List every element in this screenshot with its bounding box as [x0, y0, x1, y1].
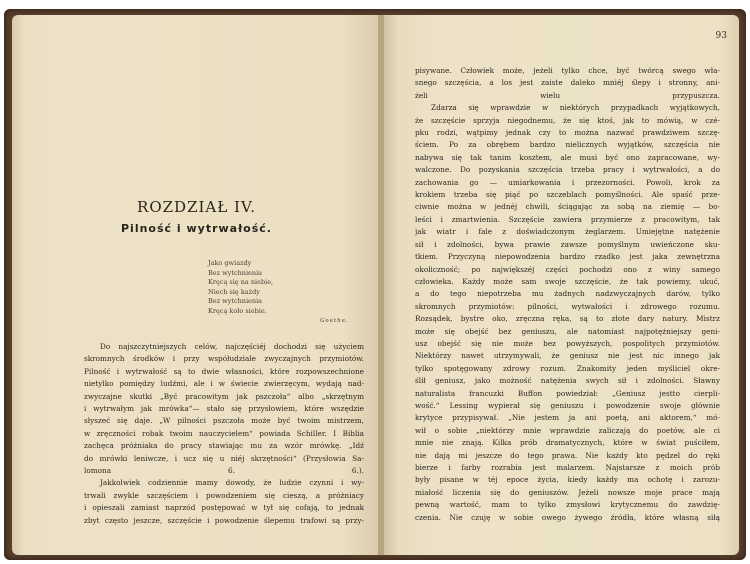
text-line: że szczęście sprzyja niegodnemu, że się ktoś, jak to mówią, w czé- — [415, 115, 720, 125]
text-line: Zdarza się wprawdzie w niektórych przypadkach wyjątkowych, — [431, 103, 720, 113]
page-number: 93 — [715, 31, 727, 41]
text-line: wość.“ Lessing wypierał się geniuszu i powodzenie swoje głównie — [415, 400, 720, 410]
right-body-text — [415, 65, 720, 524]
text-line: skromnych środków i przy współudziale zwyczajnych przymiotów. — [84, 354, 364, 364]
epigraph-author: Goethe. — [320, 318, 349, 324]
chapter-title: ROZDZIAŁ IV. — [137, 198, 256, 216]
text-line: snego szczęścia, a los jest zaiste daleko mniéj ślepy i stronny, ani- — [415, 78, 720, 88]
text-line: czenia. Nie czuję w sobie owego żywego źródła, które własną siłą — [415, 512, 720, 522]
text-line: krytyce przypisywał. „Nie jestem ja ani poetą, ani aktorem,“ mó- — [415, 413, 720, 423]
text-line: miałość liczenia się do geniuszów. Jeżeli nowsze moje prace mają — [415, 487, 720, 497]
text-line: może się obejść bez geniuszu, ale natomiast najpotężniejszy geni- — [415, 326, 720, 336]
text-line: ściem. Po za obrębem bardzo nielicznych wyjątków, szczęścia nie — [415, 140, 720, 150]
text-line: pewną wartość, mam to tylko zmysłowi krytycznemu do zawdzię- — [415, 500, 720, 510]
text-line: do mrówki leniwcze, i ucz się u niéj skrzętności“ (Przysłowia Sa- — [84, 453, 364, 463]
text-line: krokiem trzeba się piąć po szczeblach pomyślności. Ale spaść prze- — [415, 190, 720, 200]
text-line: nabywa się tak tanim kosztem, ale musi być ono zapracowane, wy- — [415, 152, 720, 162]
text-line: naturalista francuzki Buffon powiedział: „Geniusz jestto cierpli- — [415, 388, 720, 398]
text-line: zachęca próżniaka do pracy stawiając mu za wzór mrówkę. „Idź — [84, 441, 364, 451]
text-line: tylko spotęgowany zdrowy rozum. Znakomity jeden myśliciel okre- — [415, 363, 720, 373]
epigraph — [208, 259, 273, 317]
text-line: nietylko pomiędzy ludźmi, ale i w świecie zwierzęcym, wydają nad- — [84, 379, 364, 389]
right-page — [381, 15, 739, 555]
epigraph-line: Bez wytchnienia — [208, 268, 263, 277]
text-line: pisywane. Człowiek może, jeżeli tylko chce, być twórcą swego wła- — [415, 66, 720, 75]
text-line: tkiem. Przyczyną niepowodzenia bardzo rzadko jest jaka zewnętrzna — [415, 252, 720, 262]
text-line: jak wiatr i fale z doświadczonym żeglarzem. Umiejętne natężenie — [415, 227, 720, 237]
epigraph-line: Jako gwiazdy — [208, 259, 252, 267]
text-line: leści i zmartwienia. Szczęście zawiera przymierze z pracowitym, tak — [415, 214, 720, 224]
text-line: w zręczności robak twoim nauczycielem“ powiada Schiller. I Biblia — [84, 428, 364, 438]
text-line: pku rodzi, wątpimy jednak czy to można nazwać prawdziwem szczę- — [415, 128, 720, 138]
text-line: Rozsądek, bystre oko, zręczna ręka, są to złote dary natury. Mistrz — [415, 314, 720, 324]
text-line: zachowania go — umiarkowania i przezorności. Powoli, krok za — [415, 177, 720, 187]
text-line: żeli wielu przypuszcza. — [415, 90, 720, 100]
text-line: ciwnie można w jednéj chwili, ściągając za sobą na ziemię — bo- — [415, 202, 720, 212]
chapter-subtitle: Pilność i wytrwałość. — [121, 222, 272, 235]
text-line: Do najszczytniejszych celów, najczęściéj dochodzi się użyciem — [100, 342, 364, 351]
text-line: człowieka. Każdy może sam swoje szczęście, że tak powiemy, ukuć, — [415, 276, 720, 286]
left-page — [12, 15, 381, 555]
text-line: a do tego niepotrzeba mu żadnych nadzwyczajnych darów, tylko — [415, 289, 720, 299]
text-line: i wytrwałym jak mrówka“— stało się przysłowiem, które wszędzie — [84, 404, 364, 414]
text-line: zbyt często jeszcze, szczęście i powodzenie ślepemu trafowi są przy- — [84, 515, 364, 525]
text-line: Jakkolwiek codziennie mamy dowody, że ludzie czynni i wy- — [100, 478, 364, 488]
text-line: skromnych przymiotów: pilności, wytwałości i zdrowego rozumu. — [415, 301, 720, 311]
epigraph-line: Bez wytchnienia — [208, 297, 263, 306]
text-line: nie dają mi jeszcze do tego prawa. Nie każdy kto pędzel do ręki — [415, 450, 720, 460]
text-line: okoliczność; po największéj części pochodzi ono z winy samego — [415, 264, 720, 274]
text-line: i opieszali zamiast naprzód postępować w tył się cofają, to jednak — [84, 503, 364, 513]
epigraph-line: Kręcą się na niebie, — [208, 278, 274, 287]
text-line: ślił geniusz, jako możność natężenia swych sił i zdolności. Sławny — [415, 376, 720, 386]
epigraph-line: Kręcą koło siebie. — [208, 306, 267, 315]
text-line: lomona 6. 6.). — [84, 466, 364, 476]
text-line: usz obejść się nie może bez powyższych, pospolitych przymiotów. — [415, 338, 720, 348]
text-line: słyszeć się daje. „W pilności pszczoła może być twoim mistrzem, — [84, 416, 364, 426]
text-line: mnie nie znają. Kilka prób dramatycznych, które w świat puściłem, — [415, 438, 720, 448]
text-line: były pisane w téj epoce życia, kiedy każdy ma ochotę i zarozu- — [415, 475, 720, 485]
book-gutter — [378, 15, 384, 555]
epigraph-line: Niech się każdy — [208, 287, 260, 296]
text-line: bierze i farby rozrabia jest malarzem. Najstarsze z moich prób — [415, 463, 720, 472]
left-body-text — [84, 341, 364, 527]
text-line: zwyczajne skutki „Być pracowitym jak pszczoła“ albo „skrzętnym — [84, 391, 364, 401]
text-line: sił i zdolności, bywa prawie zawsze pomyślnym uwieńczone sku- — [415, 239, 720, 249]
text-line: walczone. Do pozyskania szczęścia trzeba pracy i wytrwałości, a do — [415, 165, 720, 175]
text-line: trwali zwykle szczęściem i powodzeniem się cieszą, a próżniacy — [84, 490, 364, 500]
text-line: wił o sobie „niektórzy mnie wprawdzie zaliczają do poetów, ale ci — [415, 425, 720, 435]
text-line: Niektórzy nawet utrzymywali, że geniusz nie jest nic innego jak — [415, 351, 720, 361]
text-line: Pilność i wytrwałość są to dwie własności, które rozpowszechnione — [84, 366, 364, 376]
